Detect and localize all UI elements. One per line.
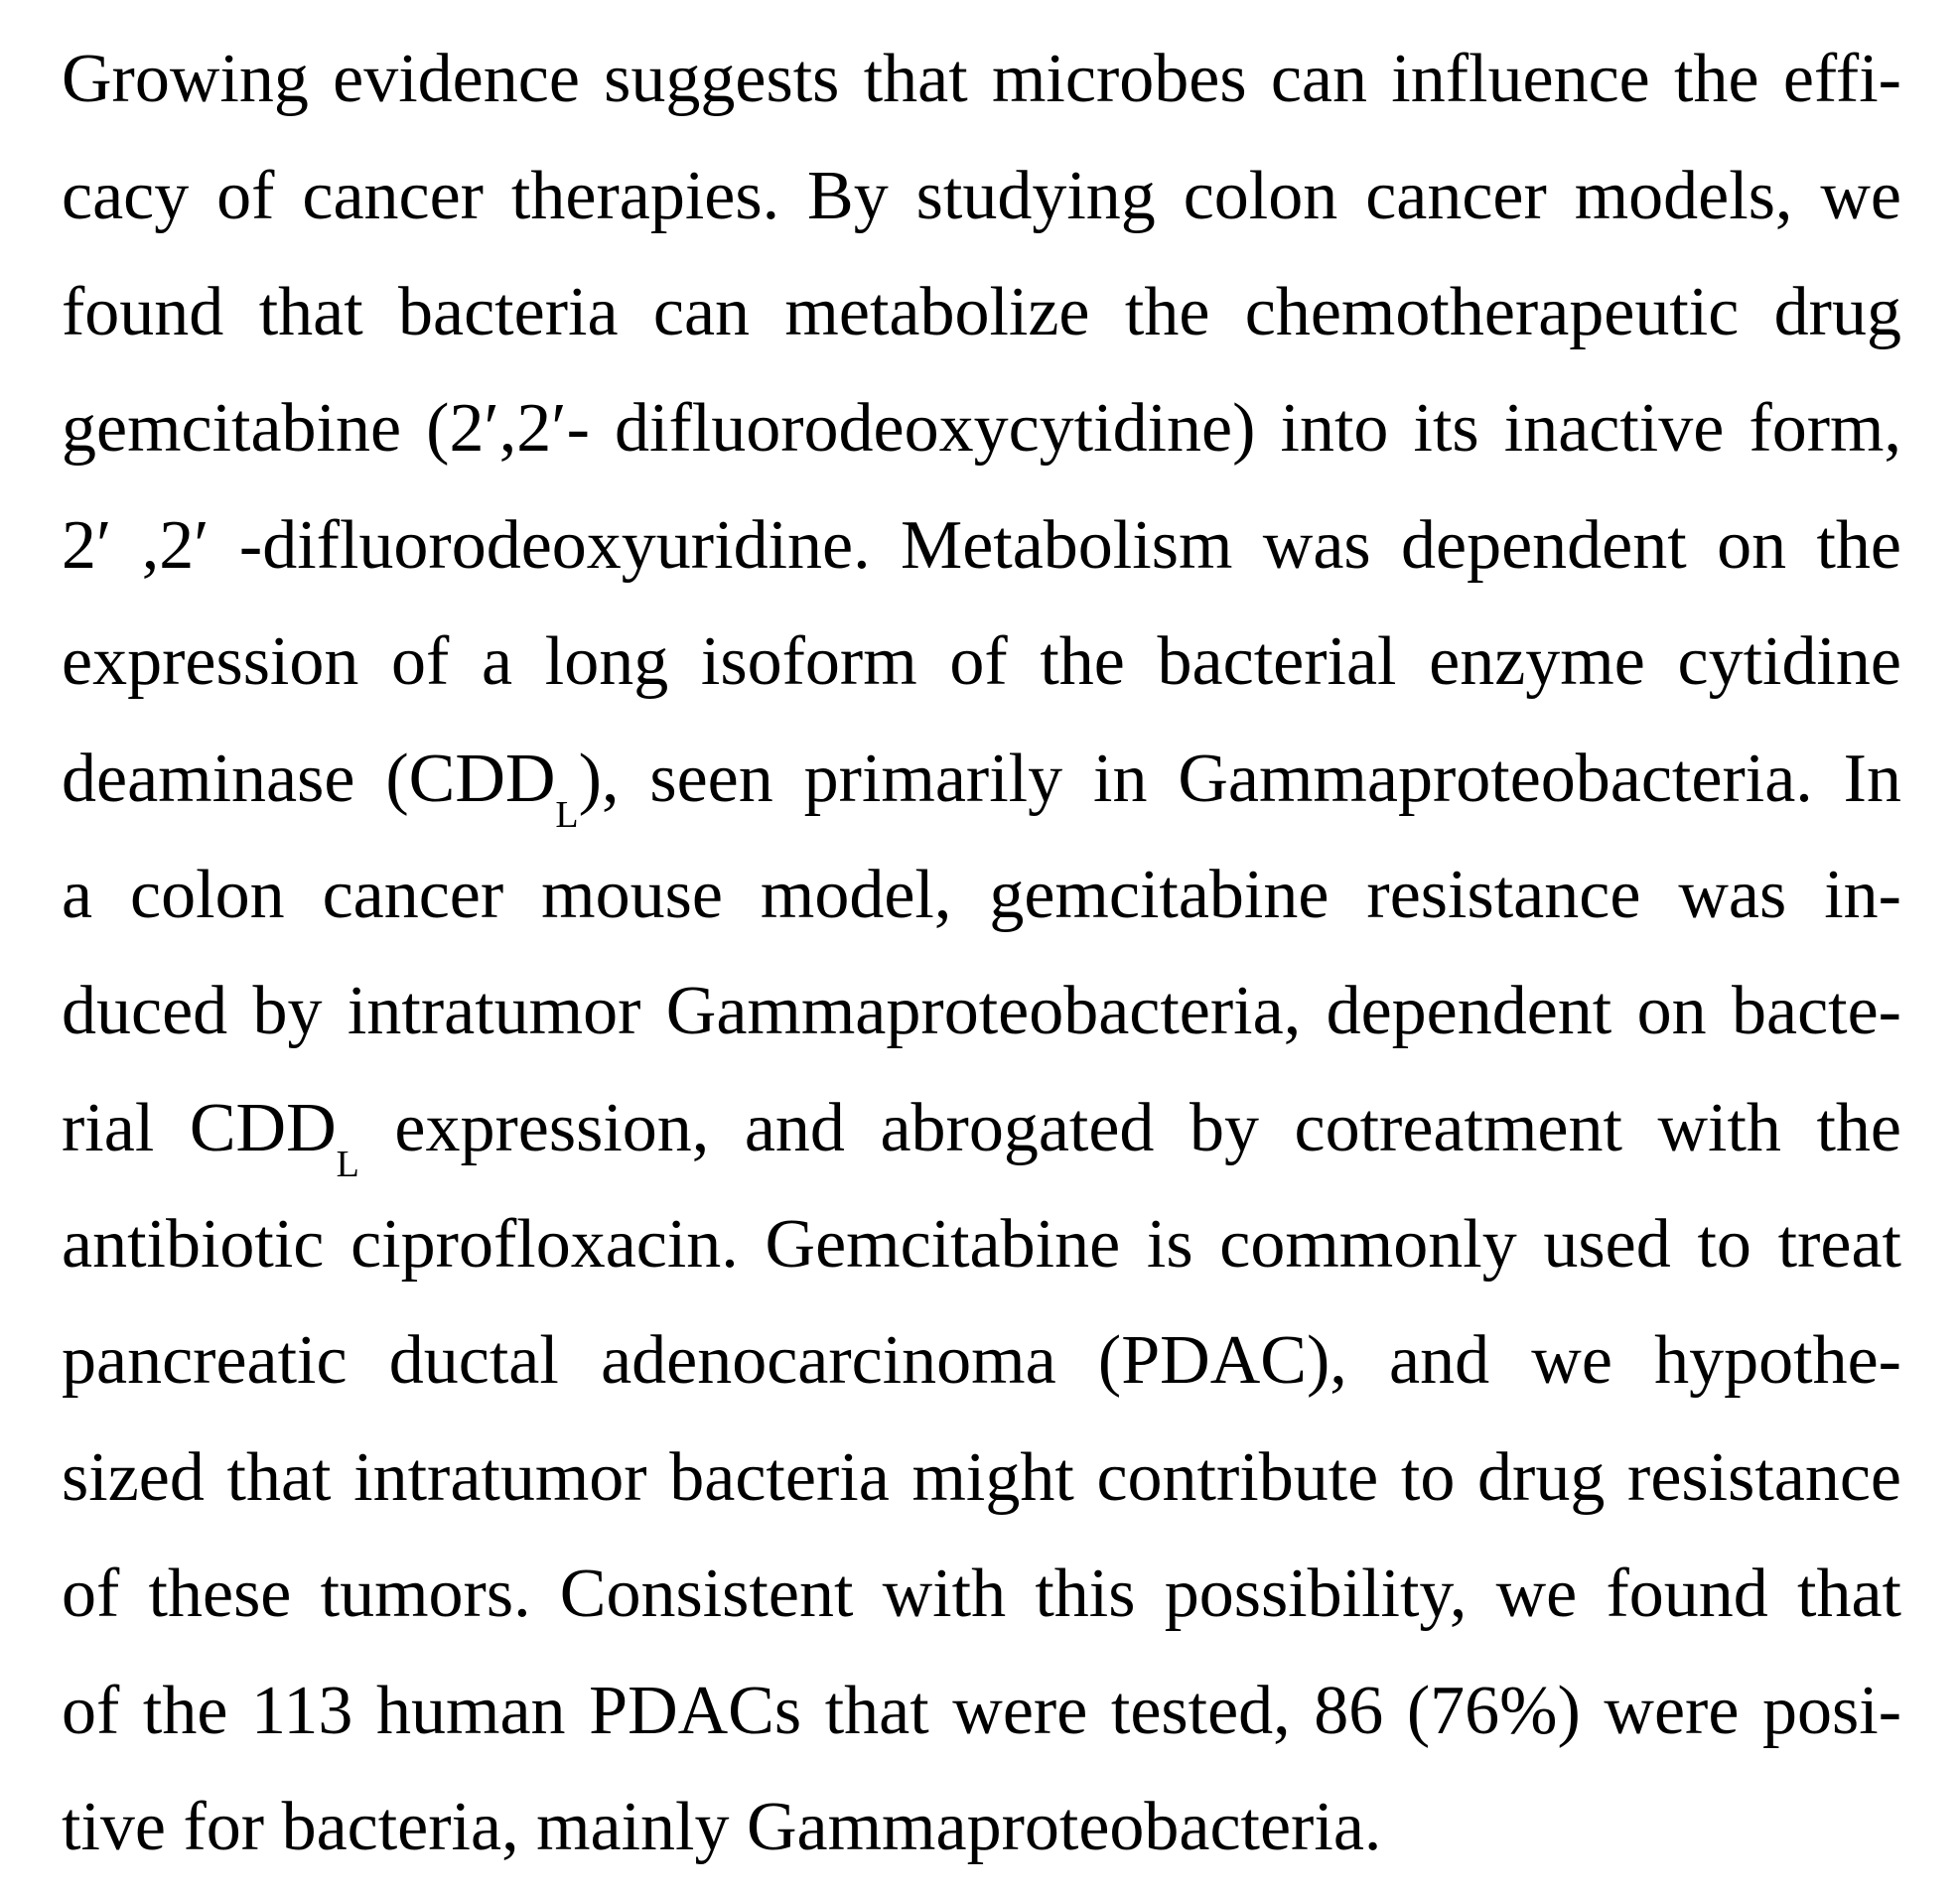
text-line-7-part-2: ), seen primarily in Gammaproteobacteria. In xyxy=(578,741,1901,817)
text-line-7 xyxy=(62,725,1901,834)
text-line-5: 2′ ,2′ -difluorodeoxyuridine. Metabolism was dependent on the xyxy=(62,507,1901,584)
text-line-12: pancreatic ductal adenocarcinoma (PDAC), and we hypothe- xyxy=(62,1322,1901,1399)
text-line-2: cacy of cancer therapies. By studying colon cancer models, we xyxy=(62,158,1901,234)
text-line-8: a colon cancer mouse model, gemcitabine resistance was in- xyxy=(62,857,1901,933)
subscript-l: L xyxy=(555,794,579,836)
text-line-3: found that bacteria can metabolize the chemotherapeutic drug xyxy=(62,274,1901,350)
text-line-15: of the 113 human PDACs that were tested, 86 (76%) were posi- xyxy=(62,1673,1901,1749)
subscript-l: L xyxy=(336,1144,359,1185)
text-line-9: duced by intratumor Gammaproteobacteria, dependent on bacte- xyxy=(62,973,1901,1049)
text-line-13: sized that intratumor bacteria might contribute to drug resistance xyxy=(62,1439,1901,1516)
text-line-16: tive for bacteria, mainly Gammaproteobacteria. xyxy=(62,1789,1382,1865)
text-line-10-part-1: rial CDD xyxy=(62,1090,337,1166)
text-line-14: of these tumors. Consistent with this possibility, we found that xyxy=(62,1556,1901,1632)
text-line-6: expression of a long isoform of the bacterial enzyme cytidine xyxy=(62,623,1901,700)
text-line-7-part-1: deaminase (CDD xyxy=(62,741,556,817)
text-line-10-part-2: expression, and abrogated by cotreatment with the xyxy=(358,1090,1901,1166)
text-line-10 xyxy=(62,1074,1901,1183)
text-line-4: gemcitabine (2′,2′- difluorodeoxycytidine) into its inactive form, xyxy=(62,390,1901,467)
text-line-1: Growing evidence suggests that microbes can influence the effi- xyxy=(62,41,1901,117)
text-line-11: antibiotic ciprofloxacin. Gemcitabine is commonly used to treat xyxy=(62,1206,1901,1283)
